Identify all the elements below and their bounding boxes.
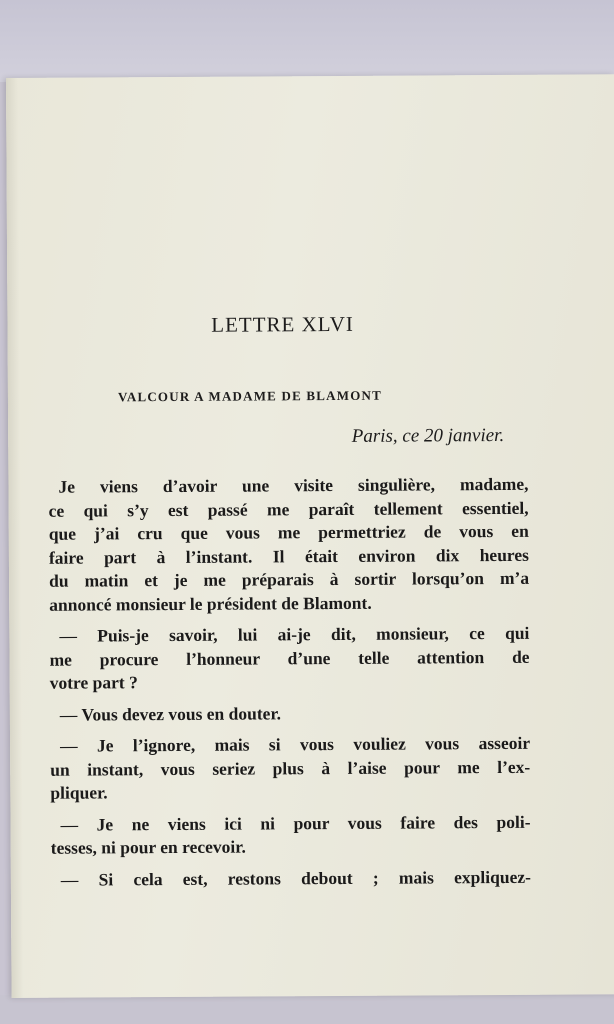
letter-heading: VALCOUR A MADAME DE BLAMONT: [117, 387, 383, 405]
body-line: ce qui s’y est passé me paraît tellement essentiel,: [48, 497, 529, 521]
body-line: — Puis-je savoir, lui ai-je dit, monsieur, ce qui: [59, 622, 530, 646]
body-line: du matin et je me préparais à sortir lorsqu’on m’a: [49, 567, 530, 591]
body-line: votre part ?: [49, 672, 138, 693]
page-edge-shadow: [6, 78, 24, 998]
body-line: pliquer.: [50, 782, 108, 803]
letter-body: [48, 473, 531, 892]
body-line: un instant, vous seriez plus à l’aise pour me l’ex-: [50, 756, 531, 780]
letter-title: LETTRE XLVI: [211, 311, 354, 337]
body-line: annoncé monsieur le président de Blamont.: [49, 592, 372, 615]
book-page: [6, 74, 614, 998]
background-bottom: [0, 995, 614, 1024]
background-top: [0, 0, 614, 82]
body-line: — Si cela est, restons debout ; mais expliquez-: [60, 866, 531, 890]
letter-dateline: Paris, ce 20 janvier.: [351, 424, 505, 447]
body-line: — Je ne viens ici ni pour vous faire des poli-: [60, 811, 531, 835]
body-line: — Je l’ignore, mais si vous vouliez vous asseoir: [60, 732, 531, 756]
body-line: tesses, ni pour en recevoir.: [50, 836, 246, 858]
body-line: faire part à l’instant. Il était environ dix heures: [48, 544, 529, 568]
body-line: — Vous devez vous en douter.: [59, 702, 282, 725]
body-line: me procure l’honneur d’une telle attention de: [49, 646, 530, 670]
body-line: que j’ai cru que vous me permettriez de vous en: [48, 520, 529, 544]
body-line: Je viens d’avoir une visite singulière, madame,: [58, 473, 529, 497]
